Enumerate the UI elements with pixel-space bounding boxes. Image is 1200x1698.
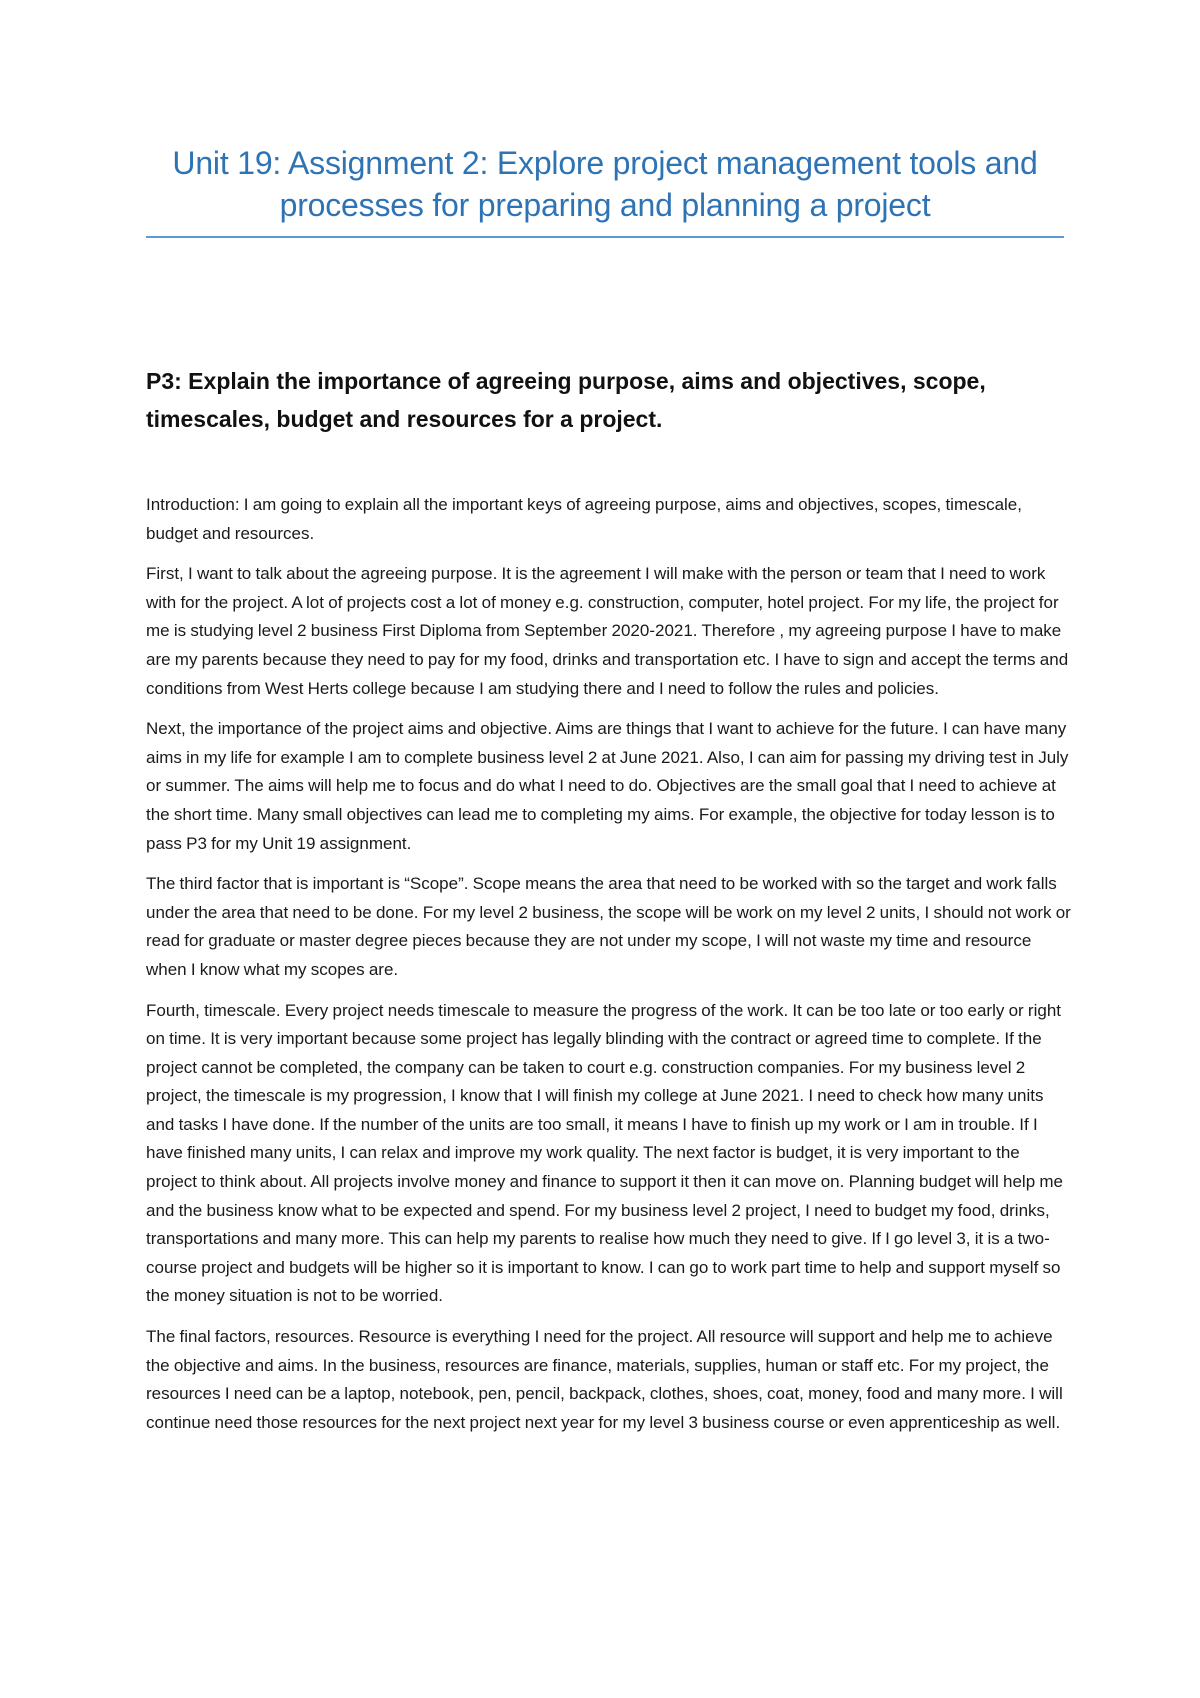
paragraph-timescale-budget: Fourth, timescale. Every project needs timescale to measure the progress of the work. It can be too late or too early or right on time. It is very important because some project has legally blinding with the contract or agreed time to complete. If the project cannot be completed, the company can be taken to court e.g. construction companies. For my business level 2 project, the timescale is my progression, I know that I will finish my college at June 2021. I need to check how many units and tasks I have done. If the number of the units are too small, it means I have to finish up my work or I am in trouble. If I have finished many units, I can relax and improve my work quality. The next factor is budget, it is very important to the project to think about. All projects involve money and finance to support it then it can move on. Planning budget will help me and the business know what to be expected and spend. For my business level 2 project, I need to budget my food, drinks, transportations and many more. This can help my parents to realise how much they need to give. If I go level 3, it is a two-course project and budgets will be higher so it is important to know. I can go to work part time to help and support myself so the money situation is not to be worried. [146, 1000, 1063, 1306]
section-heading-p3: P3: Explain the importance of agreeing purpose, aims and objectives, scope, timescales, budget and resources for a project. [146, 368, 986, 432]
paragraph-scope: The third factor that is important is “Scope”. Scope means the area that need to be worked with so the target and work falls under the area that need to be done. For my level 2 business, the scope will be work on my level 2 units, I should not work or read for graduate or master degree pieces because they are not under my scope, I will not waste my time and resource when I know what my scopes are. [146, 874, 1071, 979]
paragraph-introduction: Introduction: I am going to explain all the important keys of agreeing purpose, aims and objectives, scopes, timescale, budget and resources. [146, 495, 1022, 543]
document-title: Unit 19: Assignment 2: Explore project management tools and processes for preparing and planning a project [172, 145, 1038, 223]
paragraph-aims-objectives: Next, the importance of the project aims and objective. Aims are things that I want to achieve for the future. I can have many aims in my life for example I am to complete business level 2 at June 2021. Also, I can aim for passing my driving test in July or summer. The aims will help me to focus and do what I need to do. Objectives are the small goal that I need to achieve at the short time. Many small objectives can lead me to completing my aims. For example, the objective for today lesson is to pass P3 for my Unit 19 assignment. [146, 719, 1069, 853]
document-body [146, 491, 1071, 1449]
title-block [146, 142, 1064, 238]
paragraph-resources: The final factors, resources. Resource is everything I need for the project. All resource will support and help me to achieve the objective and aims. In the business, resources are finance, materials, supplies, human or staff etc. For my project, the resources I need can be a laptop, notebook, pen, pencil, backpack, clothes, shoes, coat, money, food and many more. I will continue need those resources for the next project next year for my level 3 business course or even apprenticeship as well. [146, 1327, 1063, 1432]
paragraph-agreeing-purpose: First, I want to talk about the agreeing purpose. It is the agreement I will make with the person or team that I need to work with for the project. A lot of projects cost a lot of money e.g. construction, computer, hotel project. For my life, the project for me is studying level 2 business First Diploma from September 2020-2021. Therefore , my agreeing purpose I have to make are my parents because they need to pay for my food, drinks and transportation etc. I have to sign and accept the terms and conditions from West Herts college because I am studying there and I need to follow the rules and policies. [146, 564, 1069, 698]
title-underline [146, 236, 1064, 238]
